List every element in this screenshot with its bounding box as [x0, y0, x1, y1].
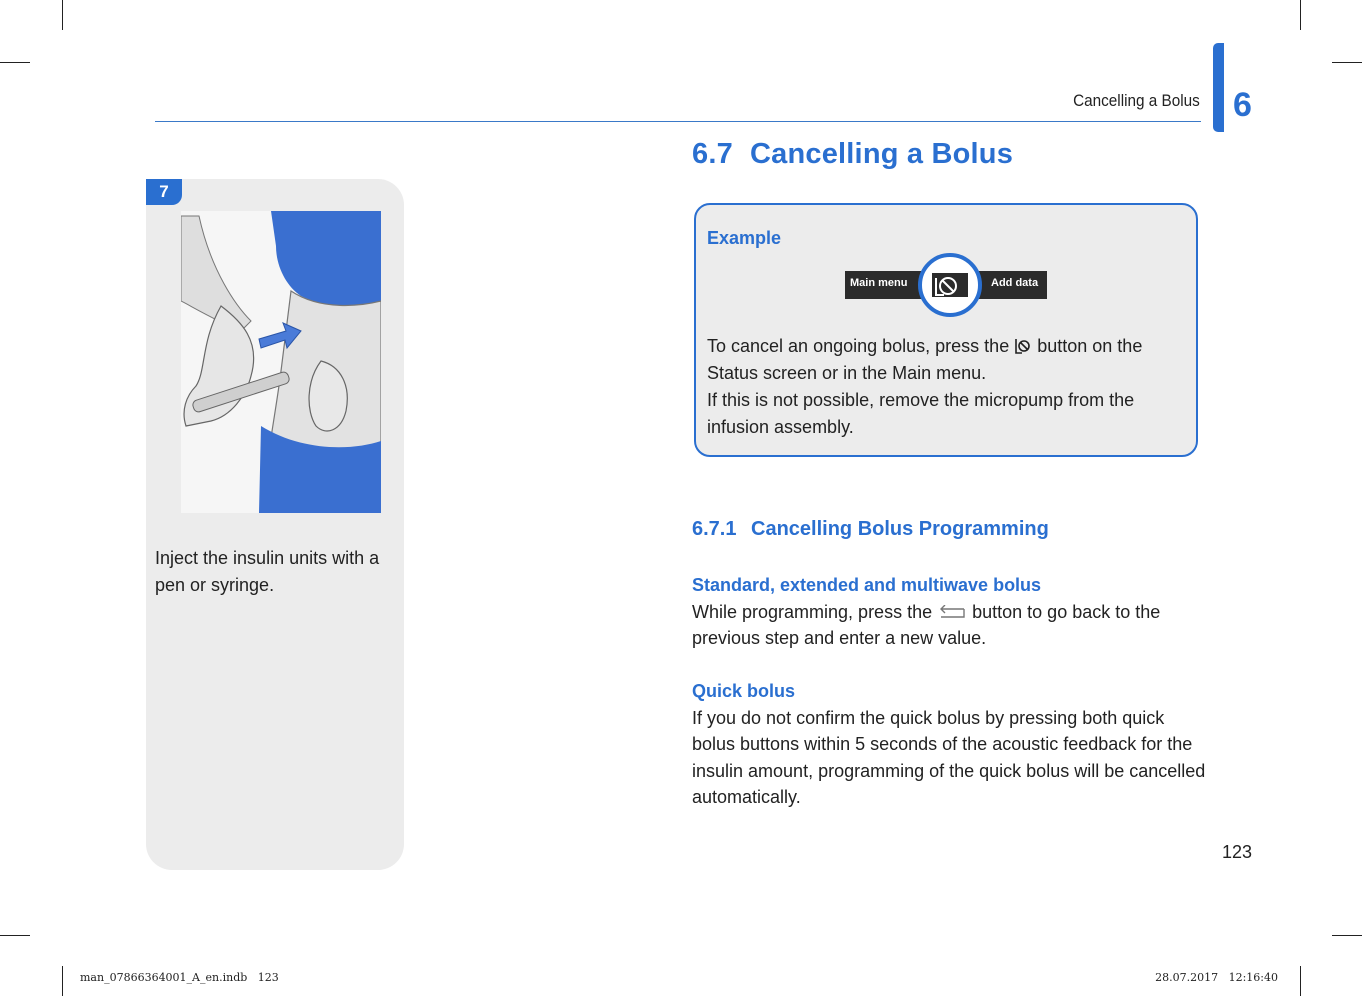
status-bar-screenshot	[845, 252, 1047, 318]
standard-text-part2: button to go back to the previous step and enter a new value.	[692, 601, 1161, 648]
quick-bolus-heading: Quick bolus	[692, 681, 796, 701]
subsection-title	[692, 518, 1049, 541]
main-menu-label[interactable]: Main menu	[850, 277, 908, 289]
crop-mark	[1300, 966, 1301, 996]
crop-mark	[1332, 935, 1362, 936]
standard-bolus-block	[692, 572, 1207, 652]
back-arrow-icon	[937, 605, 967, 621]
standard-text-part1: While programming, press the	[692, 601, 933, 622]
chapter-number: 6	[1233, 86, 1252, 124]
crop-mark	[62, 0, 63, 30]
subsection-number: 6.7.1	[692, 518, 737, 540]
page-number: 123	[1222, 842, 1253, 862]
subsection-title-text: Cancelling Bolus Programming	[751, 518, 1049, 540]
crop-mark	[1332, 62, 1362, 63]
add-data-label[interactable]: Add data	[991, 277, 1039, 289]
example-text	[707, 333, 1192, 441]
crop-mark	[0, 62, 30, 63]
footer-file: man_07866364001_A_en.indb 123	[80, 971, 279, 984]
example-text-part1: To cancel an ongoing bolus, press the	[707, 336, 1010, 356]
step-number-badge: 7	[146, 179, 182, 205]
step-caption: Inject the insulin units with a pen or syringe.	[155, 548, 380, 595]
running-title: Cancelling a Bolus	[1073, 91, 1200, 110]
section-number: 6.7	[692, 138, 733, 170]
cancel-bolus-icon[interactable]	[932, 273, 968, 297]
example-label: Example	[707, 228, 782, 248]
quick-bolus-block	[692, 678, 1207, 811]
cancel-bolus-icon	[1014, 337, 1032, 355]
crop-mark	[1300, 0, 1301, 30]
crop-mark	[62, 966, 63, 996]
chapter-tab	[1213, 43, 1224, 132]
standard-bolus-heading: Standard, extended and multiwave bolus	[692, 575, 1042, 595]
example-text-part2: button on the Status screen or in the Main menu.	[707, 336, 1143, 383]
pen-injection-illustration	[181, 211, 381, 513]
section-title-text: Cancelling a Bolus	[750, 138, 1014, 170]
crop-mark	[0, 935, 30, 936]
footer-timestamp: 28.07.2017 12:16:40	[1155, 971, 1278, 984]
example-text-part3: If this is not possible, remove the micropump from the infusion assembly.	[707, 390, 1135, 437]
section-title	[692, 138, 1013, 171]
quick-bolus-text: If you do not confirm the quick bolus by pressing both quick bolus buttons within 5 seconds of the acoustic feedback for the insulin amount, programming of the quick bolus will be cancelled automatically.	[692, 707, 1206, 807]
header-rule	[155, 121, 1201, 122]
